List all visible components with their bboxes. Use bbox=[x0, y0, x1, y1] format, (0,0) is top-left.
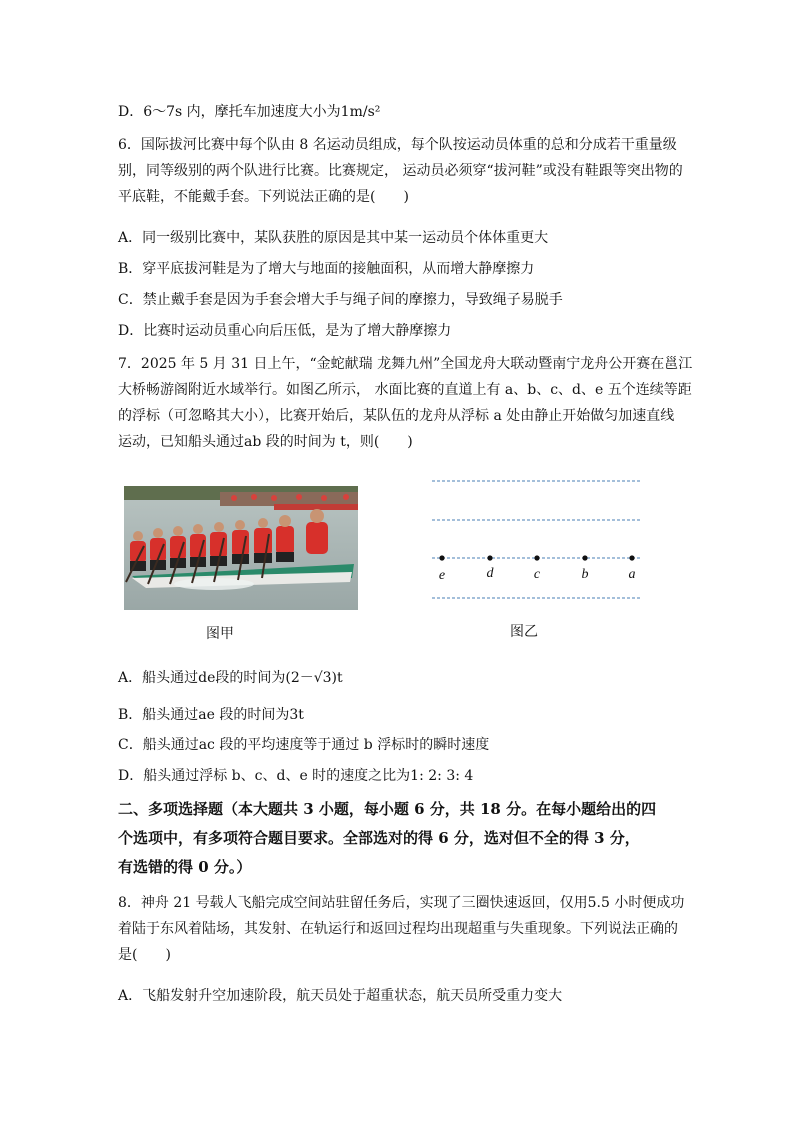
q7-option-a: A．船头通过de段的时间为(2－√3)t bbox=[118, 670, 343, 686]
figure-a-caption: 图甲 bbox=[206, 626, 234, 642]
buoy-c-dot bbox=[534, 555, 539, 560]
q6-stem-line-3: 平底鞋，不能戴手套。下列说法正确的是( ) bbox=[118, 189, 409, 205]
q7-stem-line-3: 的浮标（可忽略其大小），比赛开始后，某队伍的龙舟从浮标 a 处由静止开始做匀加速直线 bbox=[118, 408, 675, 424]
q8-option-a: A．飞船发射升空加速阶段，航天员处于超重状态，航天员所受重力变大 bbox=[118, 988, 563, 1004]
q6-option-c: C．禁止戴手套是因为手套会增大手与绳子间的摩擦力，导致绳子易脱手 bbox=[118, 292, 563, 308]
q8-stem-line-1: 8．神舟 21 号载人飞船完成空间站驻留任务后，实现了三圈快速返回，仅用5.5 小时便成功 bbox=[118, 895, 685, 911]
q7-stem-line-2: 大桥畅游阁附近水域举行。如图乙所示， 水面比赛的直道上有 a、b、c、d、e 五个连续等距 bbox=[118, 382, 692, 398]
buoy-a-dot bbox=[629, 555, 634, 560]
figure-b-caption: 图乙 bbox=[510, 624, 538, 640]
q5-option-d: D．6～7s 内，摩托车加速度大小为1m/s² bbox=[118, 104, 381, 120]
q7-stem-line-4: 运动，已知船头通过ab 段的时间为 t，则( ) bbox=[118, 434, 413, 450]
buoy-d-dot bbox=[487, 555, 492, 560]
buoy-c-label: c bbox=[533, 567, 541, 582]
buoy-b-dot bbox=[582, 555, 587, 560]
q6-option-d: D．比赛时运动员重心向后压低，是为了增大静摩擦力 bbox=[118, 323, 452, 339]
section-2-heading-line-2: 个选项中，有多项符合题目要求。全部选对的得 6 分，选对但不全的得 3 分， bbox=[118, 829, 640, 847]
q7-option-d: D．船头通过浮标 b、c、d、e 时的速度之比为1: 2: 3: 4 bbox=[118, 768, 474, 784]
q8-stem-line-2: 着陆于东风着陆场，其发射、在轨运行和返回过程均出现超重与失重现象。下列说法正确的 bbox=[118, 921, 678, 937]
q7-option-b: B．船头通过ae 段的时间为3t bbox=[118, 707, 304, 723]
q8-stem-line-3: 是( ) bbox=[118, 947, 171, 963]
section-2-heading-line-1: 二、多项选择题（本大题共 3 小题，每小题 6 分，共 18 分。在每小题给出的四 bbox=[118, 800, 657, 818]
q6-option-b: B．穿平底拔河鞋是为了增大与地面的接触面积，从而增大静摩擦力 bbox=[118, 261, 535, 277]
buoy-a-label: a bbox=[628, 567, 636, 582]
buoy-diagram bbox=[428, 474, 648, 608]
q7-stem-line-1: 7．2025 年 5 月 31 日上午，“金蛇献瑞 龙舞九州”全国龙舟大联动暨南宁龙舟公开赛在邕江 bbox=[118, 356, 693, 372]
q6-stem-line-2: 别，同等级别的两个队进行比赛。比赛规定， 运动员必须穿“拔河鞋”或没有鞋跟等突出物的 bbox=[118, 163, 683, 179]
dragon-boat-photo bbox=[124, 486, 358, 610]
q6-stem-line-1: 6．国际拔河比赛中每个队由 8 名运动员组成，每个队按运动员体重的总和分成若干重量级 bbox=[118, 137, 677, 153]
buoy-b-label: b bbox=[581, 567, 589, 582]
q7-option-c: C．船头通过ac 段的平均速度等于通过 b 浮标时的瞬时速度 bbox=[118, 737, 490, 753]
section-2-heading-line-3: 有选错的得 0 分。） bbox=[118, 858, 252, 876]
buoy-d-label: d bbox=[486, 566, 494, 581]
buoy-e-dot bbox=[439, 555, 444, 560]
buoy-e-label: e bbox=[438, 568, 446, 583]
q6-option-a: A．同一级别比赛中，某队获胜的原因是其中某一运动员个体体重更大 bbox=[118, 230, 549, 246]
